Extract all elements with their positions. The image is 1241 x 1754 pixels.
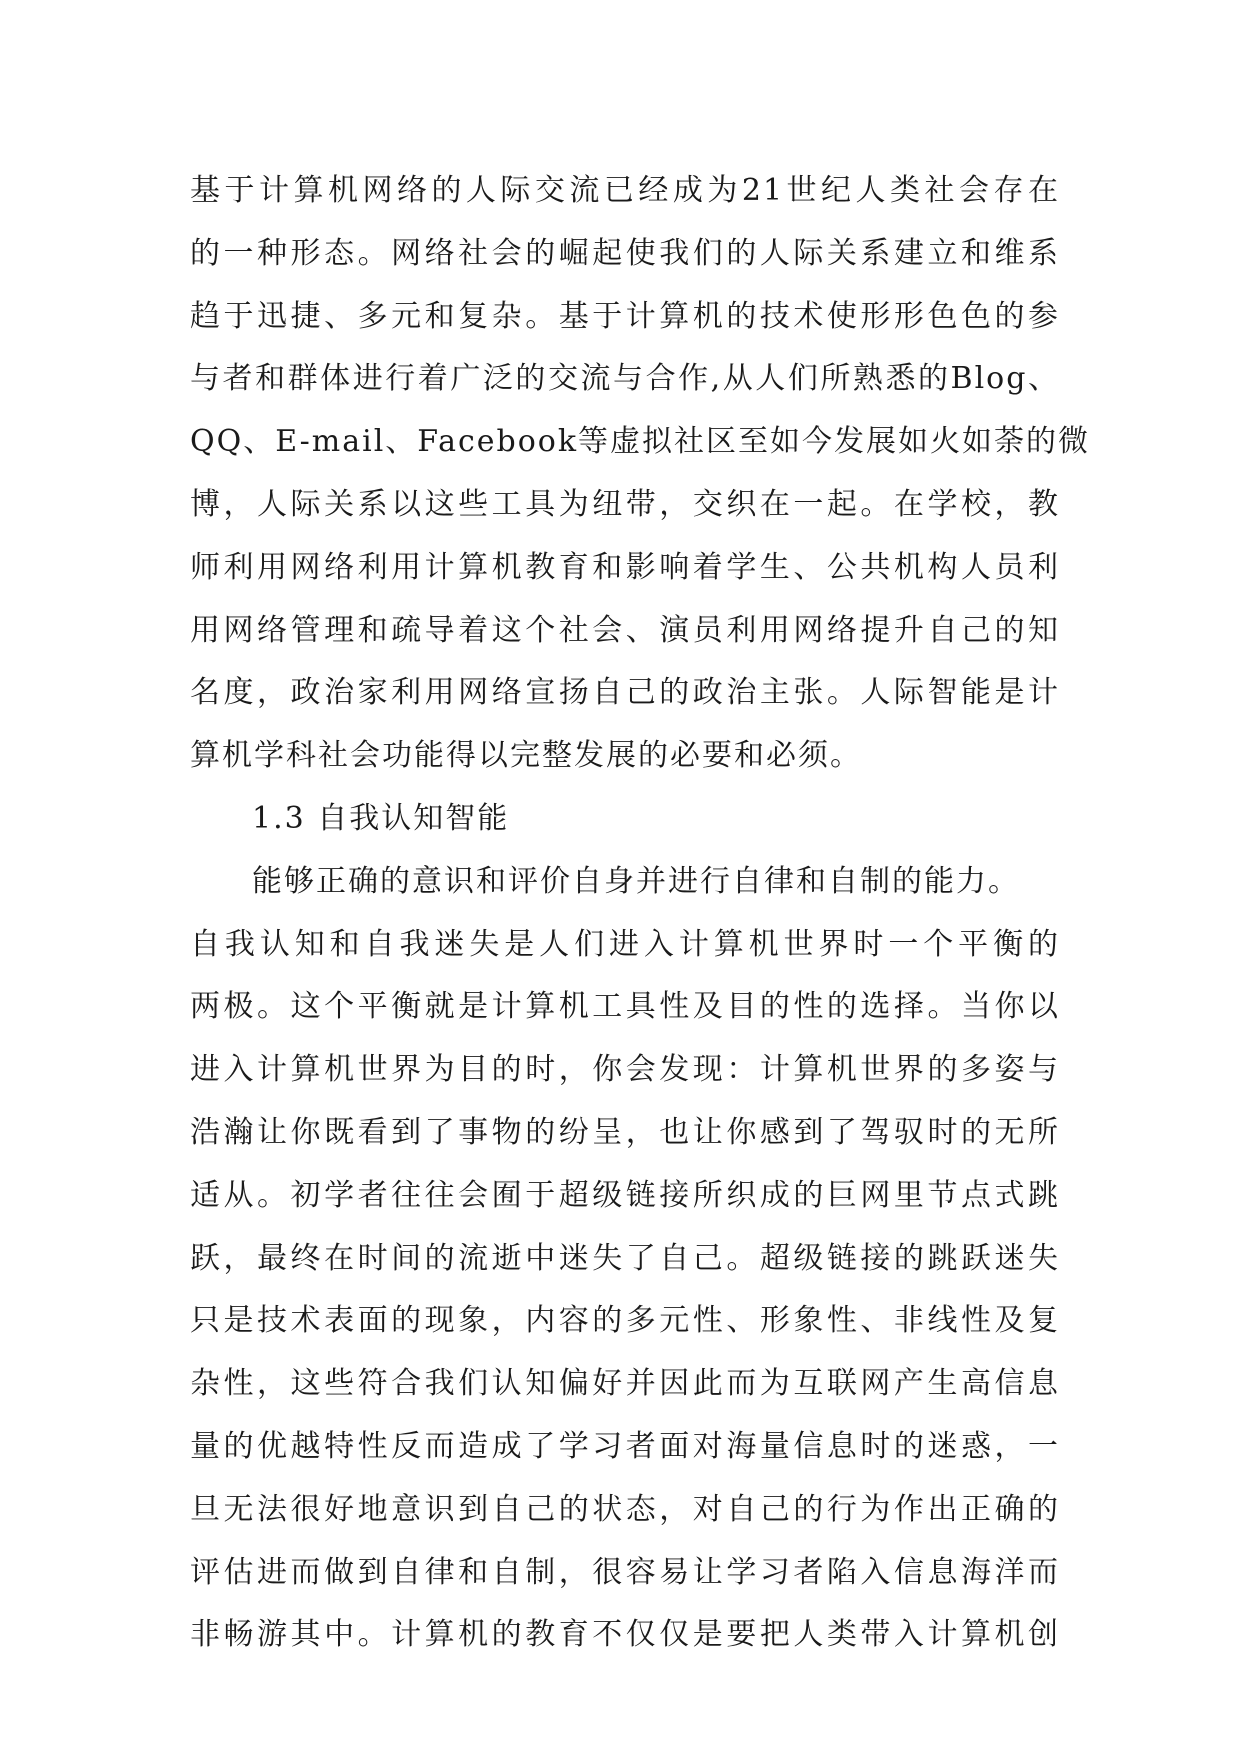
paragraph-line: 跃，最终在时间的流逝中迷失了自己。超级链接的跳跃迷失 [190, 1240, 1060, 1276]
paragraph-line: 评估进而做到自律和自制，很容易让学习者陷入信息海洋而 [190, 1554, 1060, 1590]
paragraph-line: 进入计算机世界为目的时，你会发现：计算机世界的多姿与 [190, 1052, 1060, 1088]
paragraph-line: 旦无法很好地意识到自己的状态，对自己的行为作出正确的 [190, 1491, 1060, 1527]
paragraph-line: QQ、E-mail、Facebook等虚拟社区至如今发展如火如荼的微 [190, 424, 1091, 460]
paragraph-line: 量的优越特性反而造成了学习者面对海量信息时的迷惑，一 [190, 1428, 1060, 1464]
paragraph-line: 适从。初学者往往会囿于超级链接所织成的巨网里节点式跳 [190, 1177, 1060, 1213]
paragraph-line: 趋于迅捷、多元和复杂。基于计算机的技术使形形色色的参 [190, 298, 1060, 334]
paragraph-line: 自我认知和自我迷失是人们进入计算机世界时一个平衡的 [190, 926, 1060, 962]
paragraph-line: 算机学科社会功能得以完整发展的必要和必须。 [190, 738, 862, 774]
paragraph-line: 的一种形态。网络社会的崛起使我们的人际关系建立和维系 [190, 235, 1060, 271]
paragraph-line: 基于计算机网络的人际交流已经成为21世纪人类社会存在 [190, 173, 1060, 208]
paragraph-line: 两极。这个平衡就是计算机工具性及目的性的选择。当你以 [190, 989, 1060, 1025]
paragraph-line: 用网络管理和疏导着这个社会、演员利用网络提升自己的知 [190, 612, 1060, 648]
paragraph-line: 师利用网络利用计算机教育和影响着学生、公共机构人员利 [190, 549, 1060, 585]
paragraph-line: 名度，政治家利用网络宣扬自己的政治主张。人际智能是计 [190, 675, 1060, 711]
paragraph-line: 杂性，这些符合我们认知偏好并因此而为互联网产生高信息 [190, 1366, 1060, 1402]
section-heading: 1.3 自我认知智能 [252, 800, 510, 836]
body-text [190, 160, 1091, 1667]
paragraph-line: 非畅游其中。计算机的教育不仅仅是要把人类带入计算机创 [190, 1617, 1060, 1653]
paragraph-line: 博，人际关系以这些工具为纽带，交织在一起。在学校，教 [190, 486, 1060, 522]
paragraph-line: 只是技术表面的现象，内容的多元性、形象性、非线性及复 [190, 1303, 1060, 1339]
paragraph-line: 浩瀚让你既看到了事物的纷呈，也让你感到了驾驭时的无所 [190, 1114, 1060, 1150]
paragraph-line: 与者和群体进行着广泛的交流与合作,从人们所熟悉的Blog、 [190, 361, 1060, 397]
paragraph-line: 能够正确的意识和评价自身并进行自律和自制的能力。 [252, 863, 1020, 899]
